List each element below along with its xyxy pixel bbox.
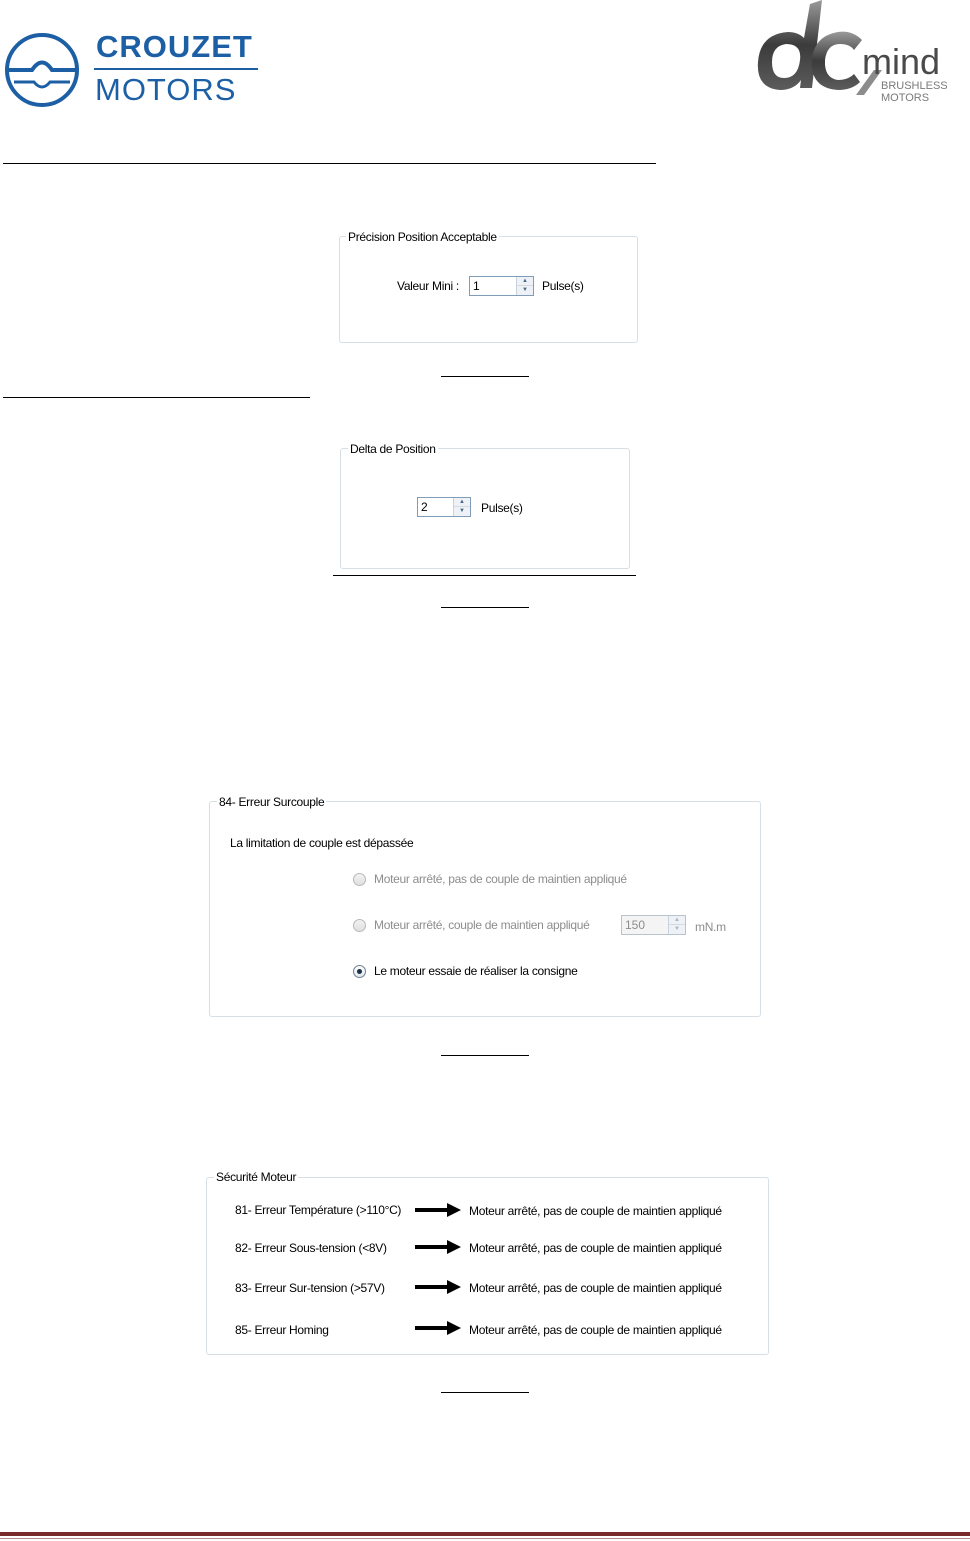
torque-value-input[interactable]: 150 xyxy=(625,918,646,932)
min-value-label: Valeur Mini : xyxy=(397,279,459,293)
delta-value-unit: Pulse(s) xyxy=(481,501,523,515)
error-81-label: 81- Erreur Température (>110°C) xyxy=(235,1203,402,1217)
crouzet-brand-subtitle: MOTORS xyxy=(95,72,237,107)
surcouple-description: La limitation de couple est dépassée xyxy=(230,836,414,850)
delta-value-spinbox[interactable] xyxy=(417,497,471,517)
radio-try-setpoint-label: Le moteur essaie de réaliser la consigne xyxy=(374,964,578,978)
footer-line xyxy=(0,1538,970,1539)
arrow-right-icon xyxy=(415,1203,461,1217)
crouzet-brand-name: CROUZET xyxy=(96,29,253,64)
radio-selected-dot xyxy=(357,969,362,974)
section-rule xyxy=(3,397,310,398)
dcmind-subtitle xyxy=(881,80,948,104)
error-82-action: Moteur arrêté, pas de couple de maintien appliqué xyxy=(469,1241,722,1255)
error-83-label: 83- Erreur Sur-tension (>57V) xyxy=(235,1281,385,1295)
spin-buttons[interactable] xyxy=(453,498,470,516)
caption-rule xyxy=(441,376,529,377)
spin-down-icon[interactable]: ▼ xyxy=(522,287,528,293)
min-value-spinbox[interactable] xyxy=(469,276,534,296)
dcmind-subtitle-line1: BRUSHLESS xyxy=(881,80,948,92)
delta-position-legend: Delta de Position xyxy=(350,442,436,456)
error-81-action: Moteur arrêté, pas de couple de maintien appliqué xyxy=(469,1204,722,1218)
radio-stop-no-hold[interactable] xyxy=(353,873,366,886)
arrow-right-icon xyxy=(415,1321,461,1335)
torque-spinbox[interactable] xyxy=(621,915,686,935)
error-85-label: 85- Erreur Homing xyxy=(235,1323,329,1337)
caption-rule xyxy=(441,1055,529,1056)
arrow-right-icon xyxy=(415,1240,461,1254)
surcouple-legend: 84- Erreur Surcouple xyxy=(219,795,325,809)
spin-buttons[interactable] xyxy=(516,277,533,295)
spin-down-icon[interactable]: ▼ xyxy=(674,926,680,932)
securite-moteur-legend: Sécurité Moteur xyxy=(216,1170,297,1184)
error-85-action: Moteur arrêté, pas de couple de maintien appliqué xyxy=(469,1323,722,1337)
crouzet-divider xyxy=(94,68,258,70)
error-82-label: 82- Erreur Sous-tension (<8V) xyxy=(235,1241,387,1255)
image-border-rule xyxy=(333,575,636,576)
dcmind-wordmark: mind xyxy=(862,41,941,82)
delta-value-input[interactable]: 2 xyxy=(421,500,428,514)
arrow-right-icon xyxy=(415,1280,461,1294)
radio-stop-hold[interactable] xyxy=(353,919,366,932)
spin-buttons[interactable] xyxy=(668,916,685,934)
crouzet-logo-icon xyxy=(2,30,82,110)
section-rule xyxy=(3,163,656,164)
caption-rule xyxy=(441,607,529,608)
precision-position-legend: Précision Position Acceptable xyxy=(348,230,497,244)
spin-up-icon[interactable]: ▲ xyxy=(517,277,533,286)
error-83-action: Moteur arrêté, pas de couple de maintien appliqué xyxy=(469,1281,722,1295)
spin-up-icon[interactable]: ▲ xyxy=(454,498,470,507)
min-value-unit: Pulse(s) xyxy=(542,279,584,293)
radio-stop-no-hold-label: Moteur arrêté, pas de couple de maintien appliqué xyxy=(374,872,627,886)
surcouple-groupbox xyxy=(209,801,761,1017)
caption-rule xyxy=(441,1392,529,1393)
radio-stop-hold-label: Moteur arrêté, couple de maintien appliqué xyxy=(374,918,590,932)
min-value-input[interactable]: 1 xyxy=(473,279,480,293)
torque-unit: mN.m xyxy=(695,920,726,934)
spin-up-icon[interactable]: ▲ xyxy=(669,916,685,925)
footer-bar xyxy=(0,1532,970,1536)
radio-try-setpoint[interactable] xyxy=(353,965,366,978)
dcmind-subtitle-line2: MOTORS xyxy=(881,92,930,104)
spin-down-icon[interactable]: ▼ xyxy=(459,508,465,514)
